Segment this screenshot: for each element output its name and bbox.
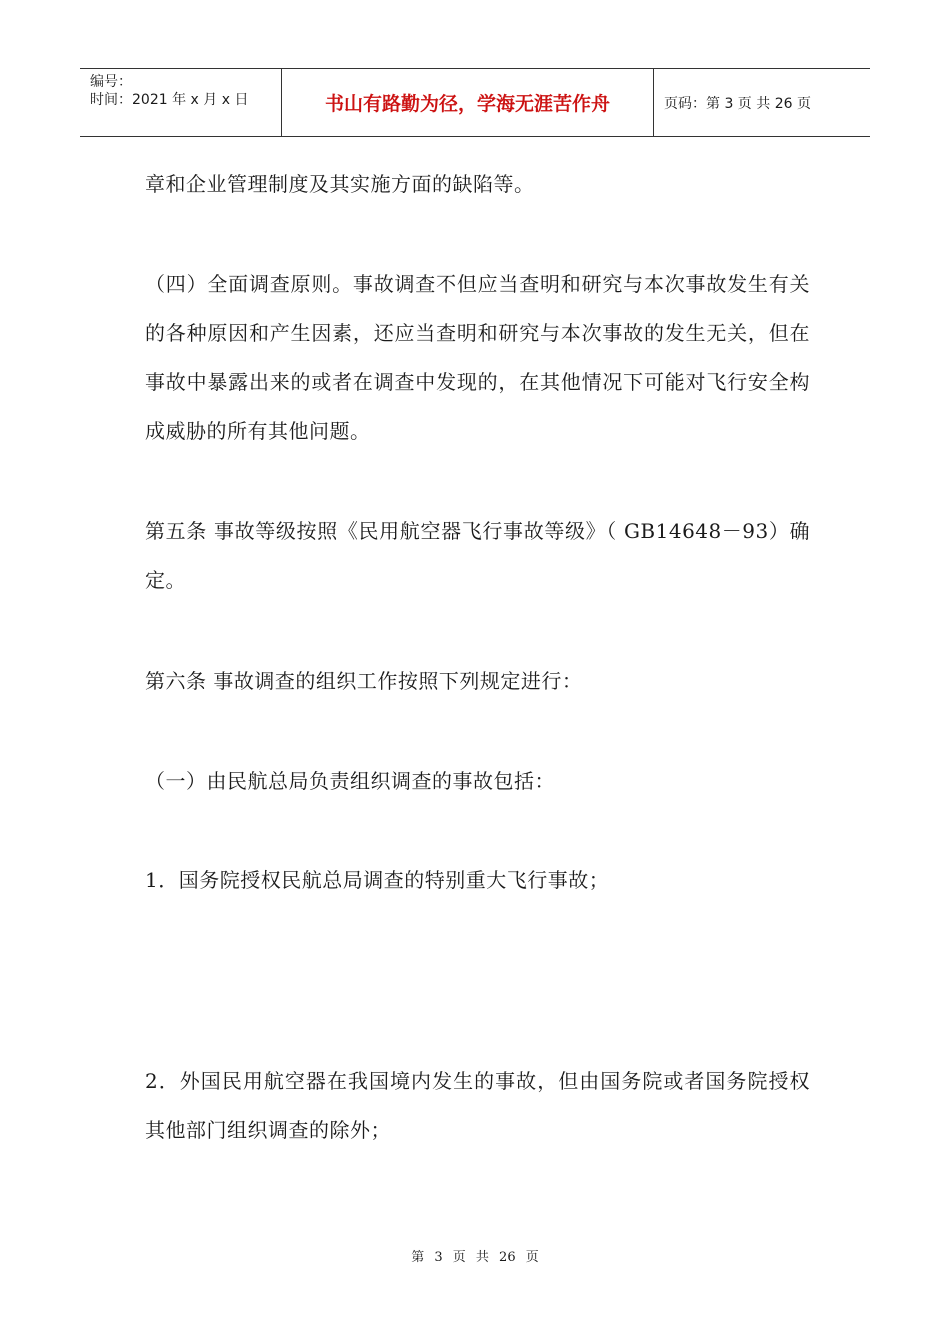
page-header xyxy=(80,68,870,137)
header-meta xyxy=(80,69,282,136)
paragraph-3: 第五条 事故等级按照《民用航空器飞行事故等级》（ GB14648－93）确定。 xyxy=(145,519,810,592)
document-date: 时间：2021 年 x 月 x 日 xyxy=(90,92,249,108)
paragraph-4: 第六条 事故调查的组织工作按照下列规定进行： xyxy=(145,669,583,693)
document-number-label: 编号： xyxy=(90,74,132,90)
paragraph-6: 1．国务院授权民航总局调查的特别重大飞行事故； xyxy=(145,868,610,892)
paragraph-7: 2．外国民用航空器在我国境内发生的事故，但由国务院或者国务院授权其他部门组织调查的除外； xyxy=(145,1069,810,1142)
paragraph-2: （四）全面调查原则。事故调查不但应当查明和研究与本次事故发生有关的各种原因和产生因素，还应当查明和研究与本次事故的发生无关，但在事故中暴露出来的或者在调查中发现的，在其他情况下可能对飞行安全构成威胁的所有其他问题。 xyxy=(145,272,810,443)
paragraph-1: 章和企业管理制度及其实施方面的缺陷等。 xyxy=(145,172,535,196)
page-footer: 第 3 页 共 26 页 xyxy=(411,1250,539,1265)
paragraph-5: （一）由民航总局负责组织调查的事故包括： xyxy=(145,769,555,793)
header-motto: 书山有路勤为径，学海无涯苦作舟 xyxy=(282,69,654,136)
header-page-number: 页码：第 3 页 共 26 页 xyxy=(664,95,811,112)
